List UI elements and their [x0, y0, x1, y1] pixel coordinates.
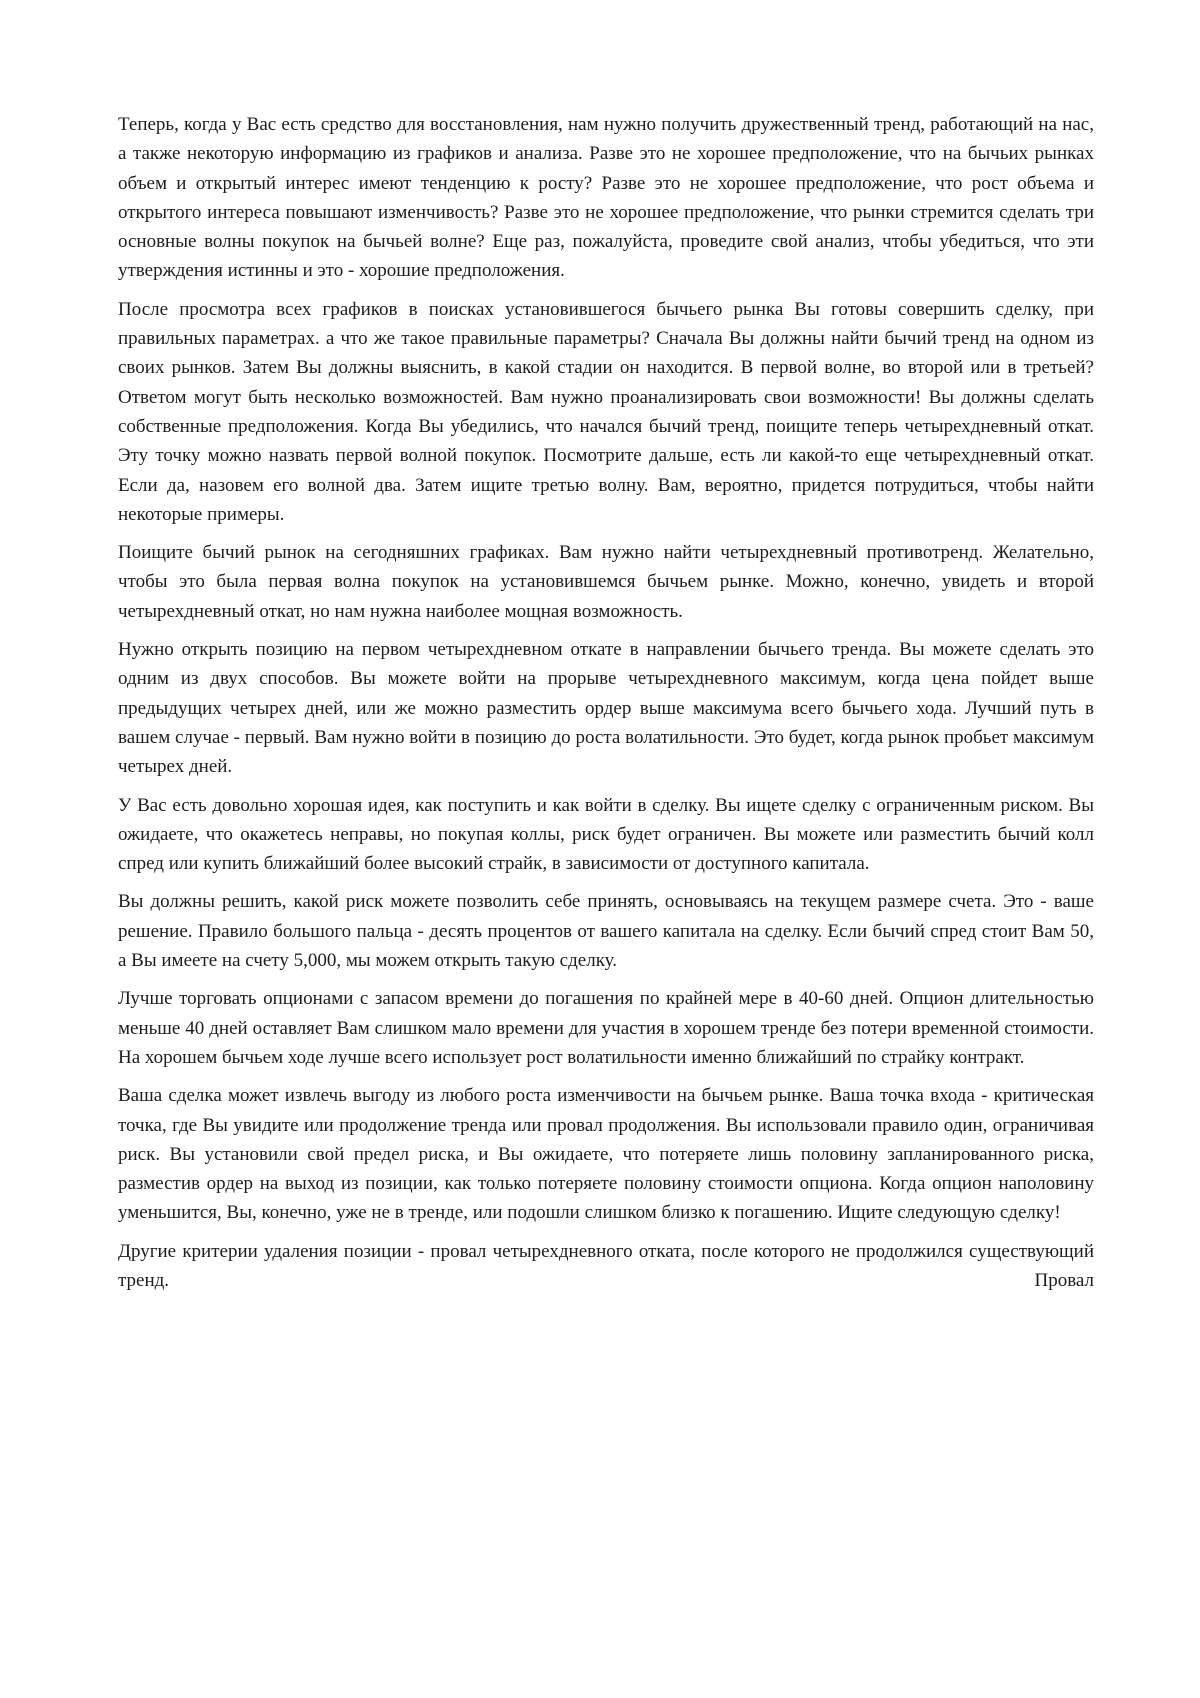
document-page [118, 110, 1094, 1295]
paragraph-1: Теперь, когда у Вас есть средство для восстановления, нам нужно получить дружественный тренд, работающий на нас, а также некоторую информацию из графиков и анализа. Разве это не хорошее предположение, что на бычьих рынках объем и открытый интерес имеют тенденцию к росту? Разве это не хорошее предположение, что рост объема и открытого интереса повышают изменчивость? Разве это не хорошее предположение, что рынки стремится сделать три основные волны покупок на бычьей волне? Еще раз, пожалуйста, проведите свой анализ, чтобы убедиться, что эти утверждения истинны и это - хорошие предположения. [118, 114, 1094, 282]
paragraph-4: Нужно открыть позицию на первом четырехдневном откате в направлении бычьего тренда. Вы можете сделать это одним из двух способов. Вы можете войти на прорыве четырехдневного максимум, когда цена пойдет выше предыдущих четырех дней, или же можно разместить ордер выше максимума всего бычьего хода. Лучший путь в вашем случае - первый. Вам нужно войти в позицию до роста волатильности. Это будет, когда рынок пробьет максимум четырех дней. [118, 639, 1094, 778]
paragraph-8: Ваша сделка может извлечь выгоду из любого роста изменчивости на бычьем рынке. Ваша точка входа - критическая точка, где Вы увидите или продолжение тренда или провал продолжения. Вы использовали правило один, ограничивая риск. Вы установили свой предел риска, и Вы ожидаете, что потеряете лишь половину запланированного риска, разместив ордер на выход из позиции, как только потеряете половину стоимости опциона. Когда опцион наполовину уменьшится, Вы, конечно, уже не в тренде, или подошли слишком близко к погашению. Ищите следующую сделку! [118, 1085, 1094, 1224]
paragraph-7: Лучше торговать опционами с запасом времени до погашения по крайней мере в 40-60 дней. Опцион длительностью меньше 40 дней оставляет Вам слишком мало времени для участия в хорошем тренде без потери временной стоимости. На хорошем бычьем ходе лучше всего использует рост волатильности именно ближайший по страйку контракт. [118, 988, 1094, 1068]
paragraph-9: Другие критерии удаления позиции - провал четырехдневного отката, после которого не продолжился существующий тренд. Провал [118, 1240, 1094, 1291]
paragraph-3: Поищите бычий рынок на сегодняшних графиках. Вам нужно найти четырехдневный противотренд. Желательно, чтобы это была первая волна покупок на установившемся бычьем рынке. Можно, конечно, увидеть и второй четырехдневный откат, но нам нужна наиболее мощная возможность. [118, 542, 1094, 622]
paragraph-5: У Вас есть довольно хорошая идея, как поступить и как войти в сделку. Вы ищете сделку с ограниченным риском. Вы ожидаете, что окажетесь неправы, но покупая коллы, риск будет ограничен. Вы можете или разместить бычий колл спред или купить ближайший более высокий страйк, в зависимости от доступного капитала. [118, 794, 1094, 875]
paragraph-2: После просмотра всех графиков в поисках установившегося бычьего рынка Вы готовы совершить сделку, при правильных параметрах. а что же такое правильные параметры? Сначала Вы должны найти бычий тренд на одном из своих рынков. Затем Вы должны выяснить, в какой стадии он находится. В первой волне, во второй или в третьей? Ответом могут быть несколько возможностей. Вам нужно проанализировать свои возможности! Вы должны сделать собственные предположения. Когда Вы убедились, что начался бычий тренд, поищите теперь четырехдневный откат. Эту точку можно назвать первой волной покупок. Посмотрите дальше, есть ли какой-то еще четырехдневный откат. Если да, назовем его волной два. Затем ищите третью волну. Вам, вероятно, придется потрудиться, чтобы найти некоторые примеры. [118, 298, 1094, 525]
paragraph-6: Вы должны решить, какой риск можете позволить себе принять, основываясь на текущем размере счета. Это - ваше решение. Правило большого пальца - десять процентов от вашего капитала на сделку. Если бычий спред стоит Вам 50, а Вы имеете на счету 5,000, мы можем открыть такую сделку. [118, 891, 1094, 972]
